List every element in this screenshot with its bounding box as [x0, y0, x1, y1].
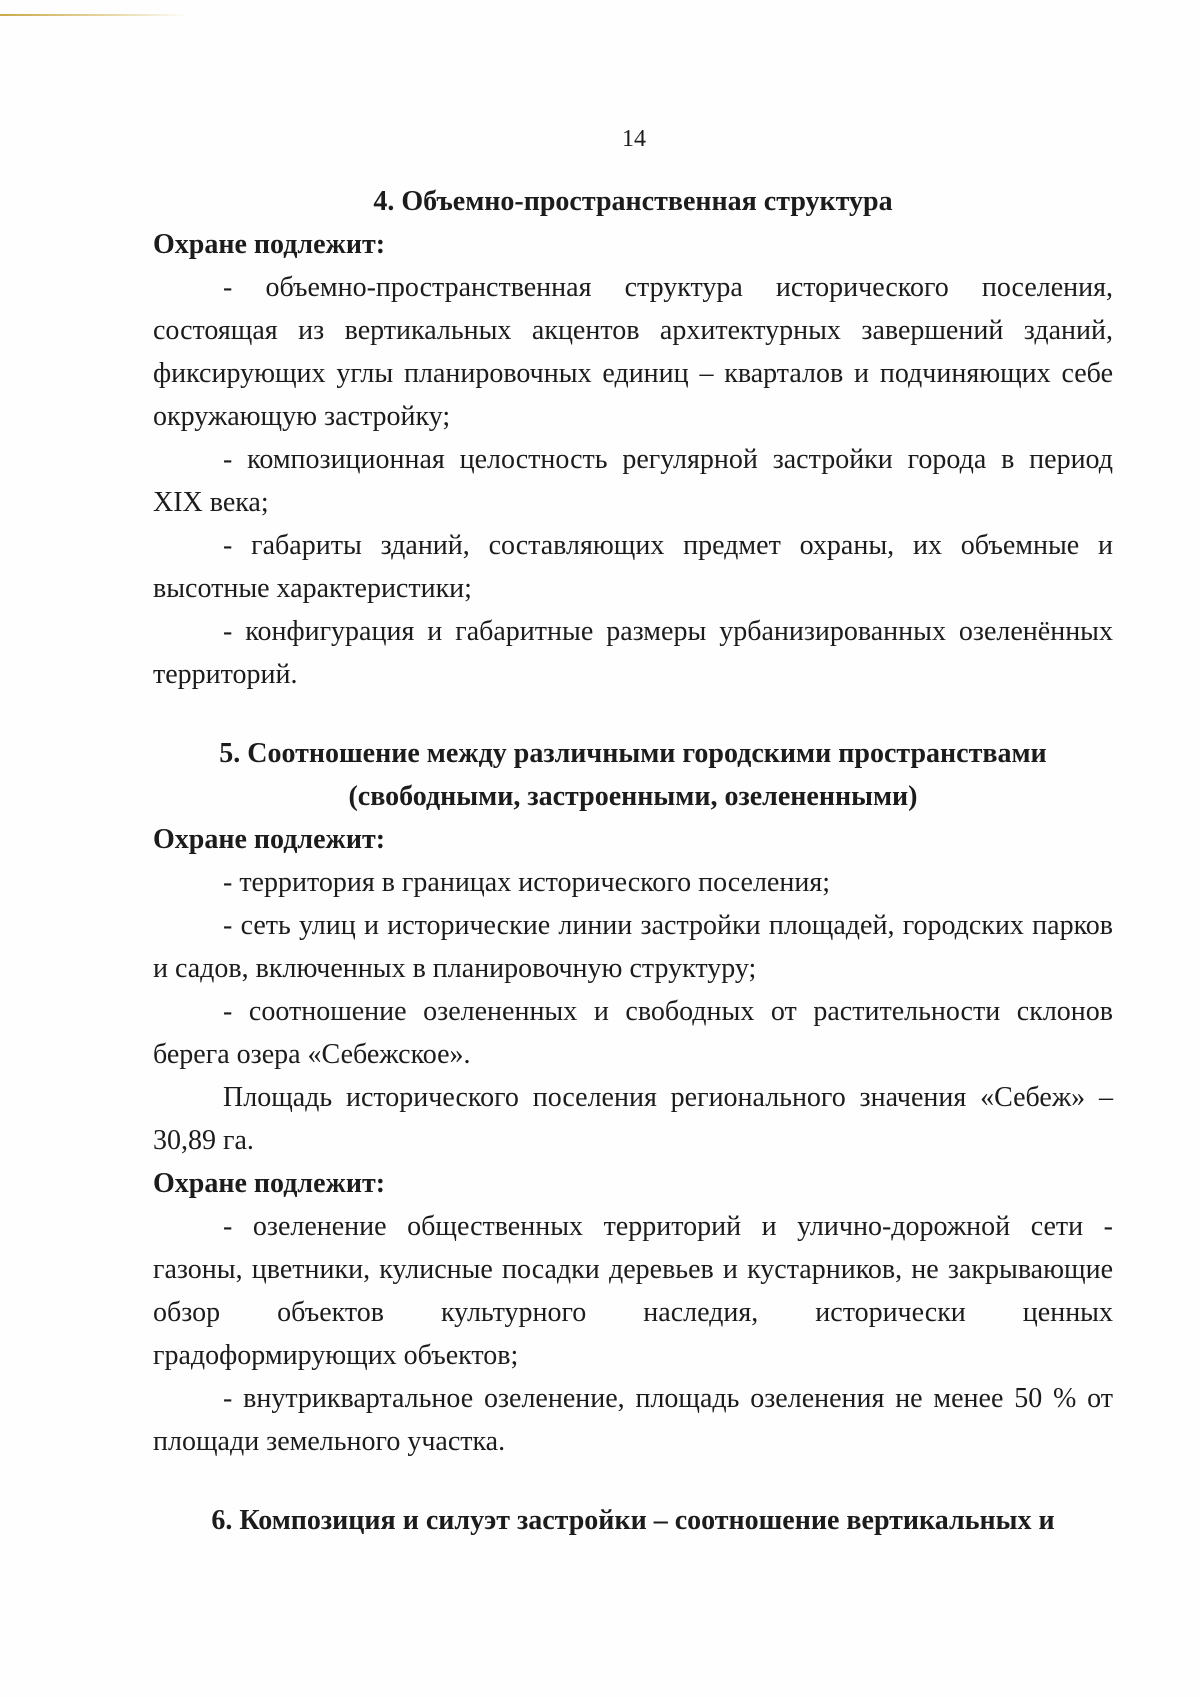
section-4-protect-label: Охране подлежит: — [153, 229, 386, 260]
section-4-item: - габариты зданий, составляющих предмет охраны, их объемные и высотные характеристики; — [153, 530, 1113, 604]
document-body — [153, 180, 1113, 1542]
section-6-title: 6. Композиция и силуэт застройки – соотношение вертикальных и — [211, 1505, 1055, 1536]
section-4-item: - конфигурация и габаритные размеры урбанизированных озеленённых территорий. — [153, 616, 1113, 690]
section-5-title-line2: (свободными, застроенными, озелененными) — [348, 781, 918, 812]
scan-edge-mark — [0, 14, 190, 16]
page-number: 14 — [622, 126, 646, 152]
section-5-item: - соотношение озелененных и свободных от растительности склонов берега озера «Себежское». — [153, 996, 1113, 1070]
section-5-item: - сеть улиц и исторические линии застройки площадей, городских парков и садов, включенных в планировочную структуру; — [153, 910, 1113, 984]
section-4-title: 4. Объемно-пространственная структура — [373, 186, 893, 217]
section-spacer — [153, 1463, 1113, 1499]
section-5-green-item: - озеленение общественных территорий и улично-дорожной сети - газоны, цветники, кулисные посадки деревьев и кустарников, не закрывающие обзор объектов культурного наследия, исторически ценных градоформирующих объектов; — [153, 1211, 1113, 1371]
section-5-item: - территория в границах исторического поселения; — [223, 867, 830, 898]
section-5-green-item: - внутриквартальное озеленение, площадь озеленения не менее 50 % от площади земельного участка. — [153, 1383, 1113, 1457]
section-5-title-line1: 5. Соотношение между различными городскими пространствами — [219, 738, 1047, 769]
section-4-item: - композиционная целостность регулярной застройки города в период XIX века; — [153, 444, 1113, 518]
section-spacer — [153, 696, 1113, 732]
section-5-protect-label: Охране подлежит: — [153, 824, 386, 855]
section-5-protect-label-2: Охране подлежит: — [153, 1168, 386, 1199]
section-4-item: - объемно-пространственная структура исторического поселения, состоящая из вертикальных акцентов архитектурных завершений зданий, фиксирующих углы планировочных единиц – кварталов и подчиняющих себе окружающую застройку; — [153, 272, 1113, 432]
section-5-area-text: Площадь исторического поселения регионального значения «Себеж» – 30,89 га. — [153, 1082, 1113, 1156]
